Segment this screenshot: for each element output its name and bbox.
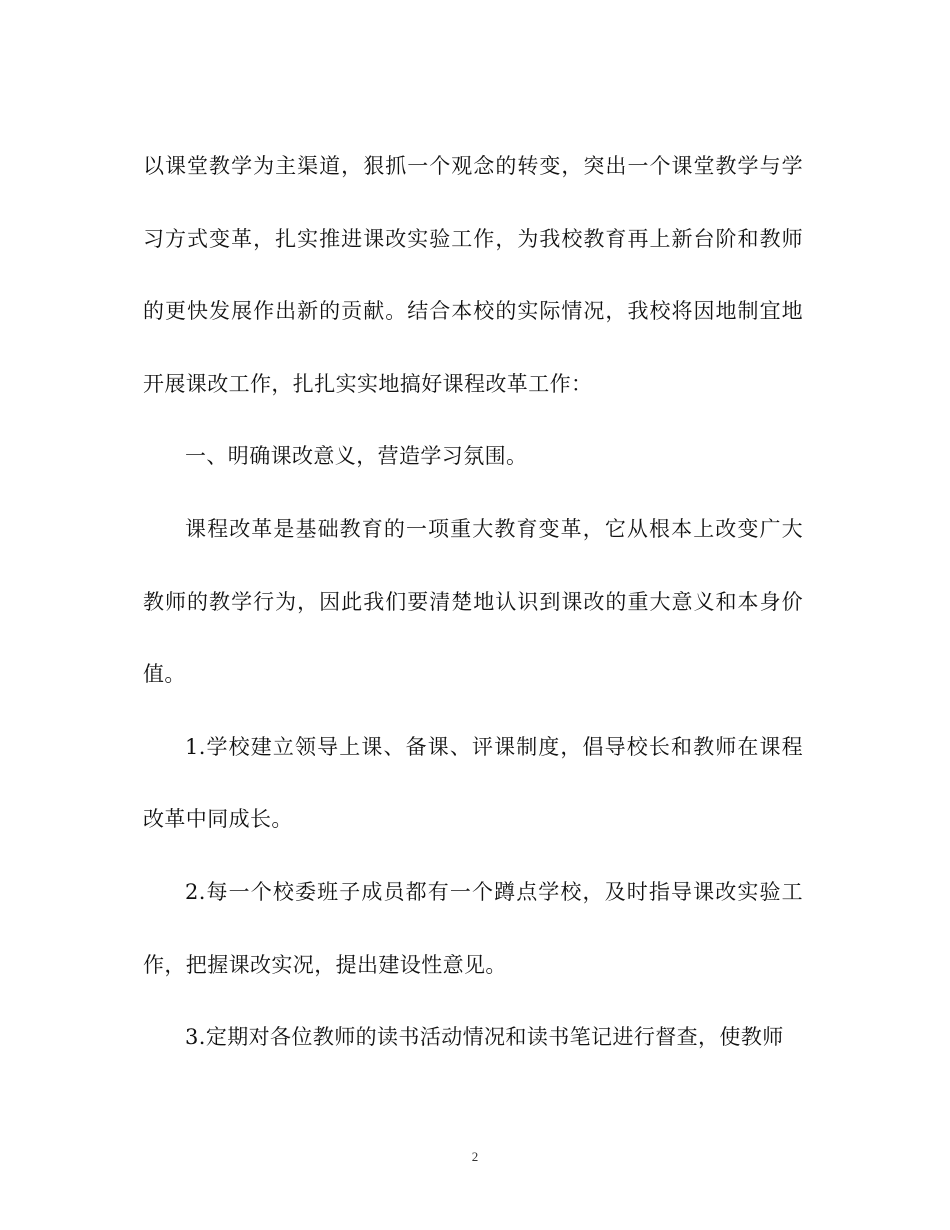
list-item-2: 2.每一个校委班子成员都有一个蹲点学校，及时指导课改实验工作，把握课改实况，提出建设性意见。 <box>143 879 803 977</box>
section-heading-1: 一、明确课改意义，营造学习氛围。 <box>185 444 528 469</box>
list-item-1: 1.学校建立领导上课、备课、评课制度，倡导校长和教师在课程改革中同成长。 <box>143 734 803 832</box>
list-item-3: 3.定期对各位教师的读书活动情况和读书笔记进行督查，使教师 <box>185 1025 784 1050</box>
document-body <box>143 130 803 1074</box>
paragraph-intro: 以课堂教学为主渠道，狠抓一个观念的转变，突出一个课堂教学与学习方式变革，扎实推进课改实验工作，为我校教育再上新台阶和教师的更快发展作出新的贡献。结合本校的实际情况，我校将因地制宜地开展课改工作，扎扎实实地搞好课程改革工作： <box>143 154 803 396</box>
paragraph-reform: 课程改革是基础教育的一项重大教育变革，它从根本上改变广大教师的教学行为，因此我们要清楚地认识到课改的重大意义和本身价值。 <box>143 516 803 687</box>
page-number: 2 <box>471 1149 479 1164</box>
